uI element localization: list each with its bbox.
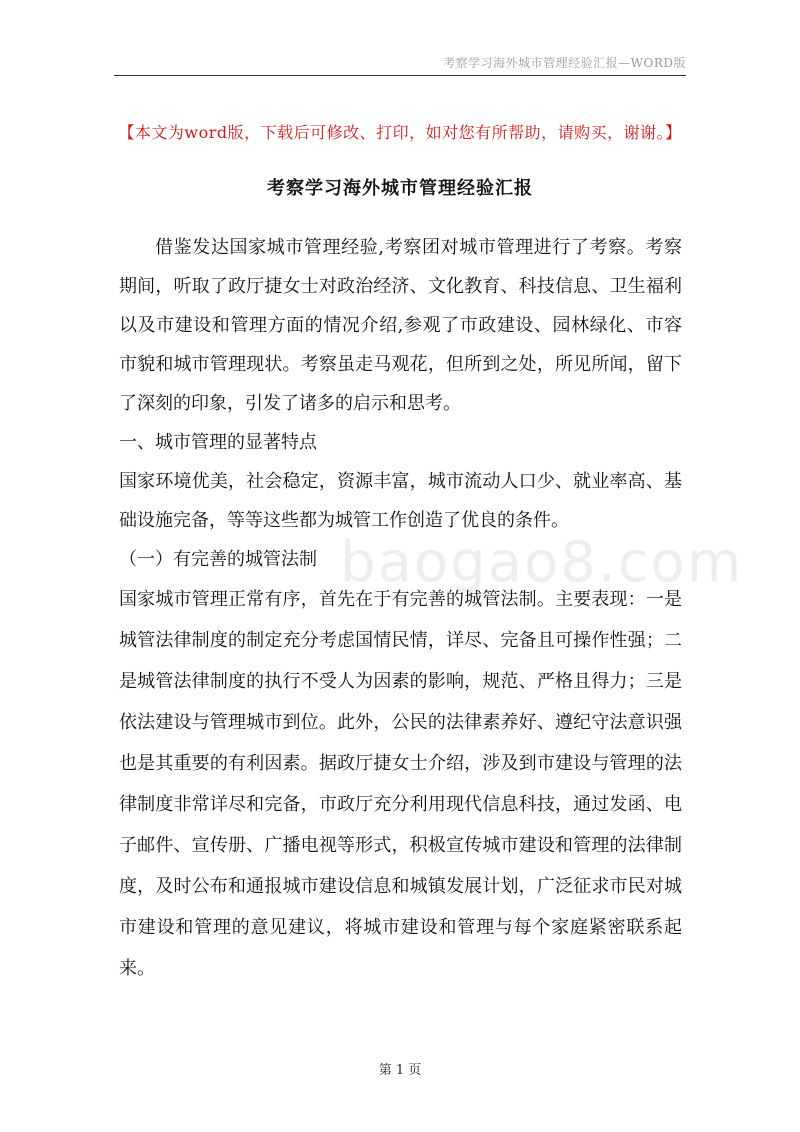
subsection-heading: （一）有完善的城管法制 bbox=[119, 549, 317, 570]
document-title: 考察学习海外城市管理经验汇报 bbox=[267, 178, 533, 199]
notice-banner: 【本文为word版，下载后可修改、打印，如对您有所帮助，请购买，谢谢。】 bbox=[118, 123, 682, 142]
document-body bbox=[119, 228, 682, 989]
page-number: 第 1 页 bbox=[378, 1063, 422, 1078]
section-heading: 一、城市管理的显著特点 bbox=[119, 432, 317, 453]
watermark: baogao8.com bbox=[340, 530, 744, 595]
paragraph-features: 国家环境优美，社会稳定，资源丰富，城市流动人口少、就业率高、基础设施完备，等等这些都为城管工作创造了优良的条件。 bbox=[119, 471, 682, 531]
header-rule bbox=[114, 75, 686, 76]
page-header: 考察学习海外城市管理经验汇报—WORD版 bbox=[443, 56, 686, 70]
paragraph-legal-system: 国家城市管理正常有序，首先在于有完善的城管法制。主要表现：一是城管法律制度的制定充分考虑国情民情，详尽、完备且可操作性强；二是城管法律制度的执行不受人为因素的影响，规范、严格且得力；三是依法建设与管理城市到位。此外，公民的法律素养好、遵纪守法意识强也是其重要的有利因素。据政厅捷女士介绍，涉及到市建设与管理的法律制度非常详尽和完备，市政厅充分利用现代信息科技，通过发函、电子邮件、宣传册、广播电视等形式，积极宣传城市建设和管理的法律制度，及时公布和通报城市建设信息和城镇发展计划，广泛征求市民对城市建设和管理的意见建议，将城市建设和管理与每个家庭紧密联系起来。 bbox=[119, 589, 682, 979]
paragraph-intro: 借鉴发达国家城市管理经验,考察团对城市管理进行了考察。考察期间，听取了政厅捷女士对政治经济、文化教育、科技信息、卫生福利以及市建设和管理方面的情况介绍,参观了市政建设、园林绿化、市容市貌和城市管理现状。考察虽走马观花，但所到之处，所见所闻，留下了深刻的印象，引发了诸多的启示和思考。 bbox=[119, 237, 682, 414]
